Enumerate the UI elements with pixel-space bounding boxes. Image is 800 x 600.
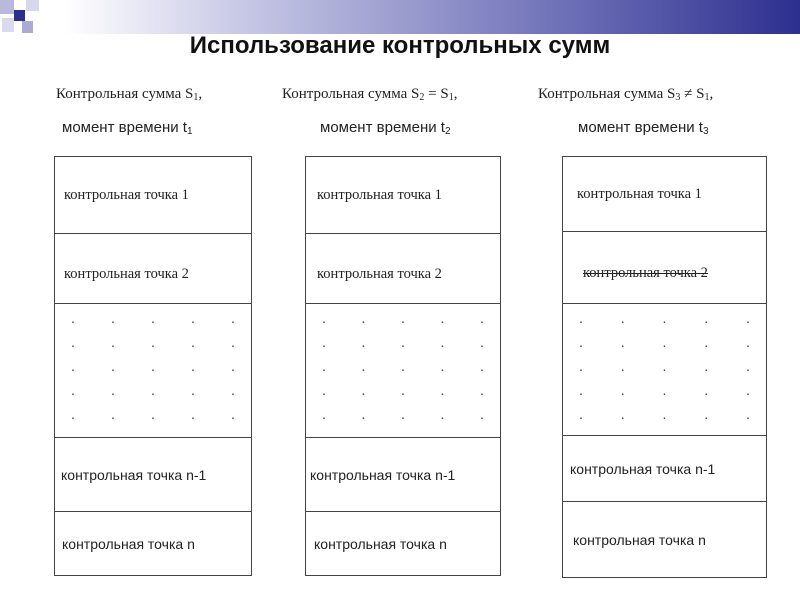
header-sub: 3	[675, 92, 681, 103]
header-tail: = S	[424, 86, 449, 102]
checkpoint-label: контрольная точка 1	[317, 186, 442, 203]
column-3-stack	[562, 156, 767, 578]
header-sub: 1	[193, 92, 199, 103]
header-tail-sub: 1	[448, 92, 454, 103]
checkpoint-cell	[55, 233, 251, 304]
time-sub: 3	[702, 126, 709, 137]
checkpoint-cell	[306, 437, 500, 512]
column-3-header	[538, 85, 713, 107]
header-text: Контрольная сумма S	[282, 86, 420, 102]
checkpoint-label-struck: контрольная точка 2	[583, 264, 708, 281]
checkpoint-label: контрольная точка n-1	[570, 461, 716, 477]
slide-title: Использование контрольных сумм	[189, 32, 611, 59]
checkpoint-cell	[55, 157, 251, 233]
ellipsis-cell	[563, 303, 766, 436]
header-end: ,	[453, 86, 458, 102]
column-1-time	[62, 119, 193, 141]
slide-header-bar	[0, 0, 800, 34]
column-1-stack	[54, 156, 252, 576]
ellipsis-dots: · · · · · · · · · · · · · · · · · · · · · · · · ·	[70, 316, 236, 427]
checkpoint-label: контрольная точка n-1	[61, 467, 207, 483]
checkpoint-label: контрольная точка 2	[64, 265, 189, 282]
ellipsis-cell	[55, 303, 251, 438]
checkpoint-label: контрольная точка 1	[64, 186, 189, 203]
checkpoint-cell	[563, 231, 766, 304]
time-sub: 2	[444, 126, 451, 137]
header-text: Контрольная сумма S	[56, 86, 194, 102]
decorative-square	[0, 0, 14, 14]
checkpoint-cell	[563, 435, 766, 502]
checkpoint-cell	[563, 157, 766, 231]
column-2-time	[320, 119, 451, 141]
checkpoint-cell	[306, 233, 500, 304]
decorative-square	[14, 10, 25, 21]
header-end: ,	[709, 86, 714, 102]
time-text: момент времени t	[62, 119, 187, 136]
checkpoint-label: контрольная точка n-1	[310, 467, 456, 483]
header-text: Контрольная сумма S	[538, 86, 676, 102]
checkpoint-label: контрольная точка 2	[317, 265, 442, 282]
time-text: момент времени t	[578, 119, 703, 136]
ellipsis-dots: · · · · · · · · · · · · · · · · · · · · · · · · ·	[321, 316, 485, 427]
checkpoint-label: контрольная точка 1	[577, 185, 702, 202]
checkpoint-cell	[563, 501, 766, 578]
checkpoint-label: контрольная точка n	[314, 536, 447, 552]
checkpoint-cell	[55, 437, 251, 512]
header-tail: ≠ S	[680, 86, 705, 102]
checkpoint-cell	[55, 511, 251, 576]
header-sub: 2	[419, 92, 425, 103]
column-1-header	[56, 85, 202, 107]
time-text: момент времени t	[320, 119, 445, 136]
decorative-square	[26, 0, 39, 11]
header-tail: ,	[198, 86, 203, 102]
ellipsis-dots: · · · · · · · · · · · · · · · · · · · · · · · · ·	[578, 316, 751, 427]
ellipsis-cell	[306, 303, 500, 438]
decorative-square	[2, 18, 14, 32]
checkpoint-cell	[306, 511, 500, 576]
checkpoint-label: контрольная точка n	[62, 536, 195, 552]
column-3-time	[578, 119, 709, 141]
checkpoint-cell	[306, 157, 500, 233]
time-sub: 1	[186, 126, 193, 137]
column-2-header	[282, 85, 457, 107]
column-2-stack	[305, 156, 501, 576]
header-tail-sub: 1	[704, 92, 710, 103]
checkpoint-label: контрольная точка n	[573, 532, 706, 548]
